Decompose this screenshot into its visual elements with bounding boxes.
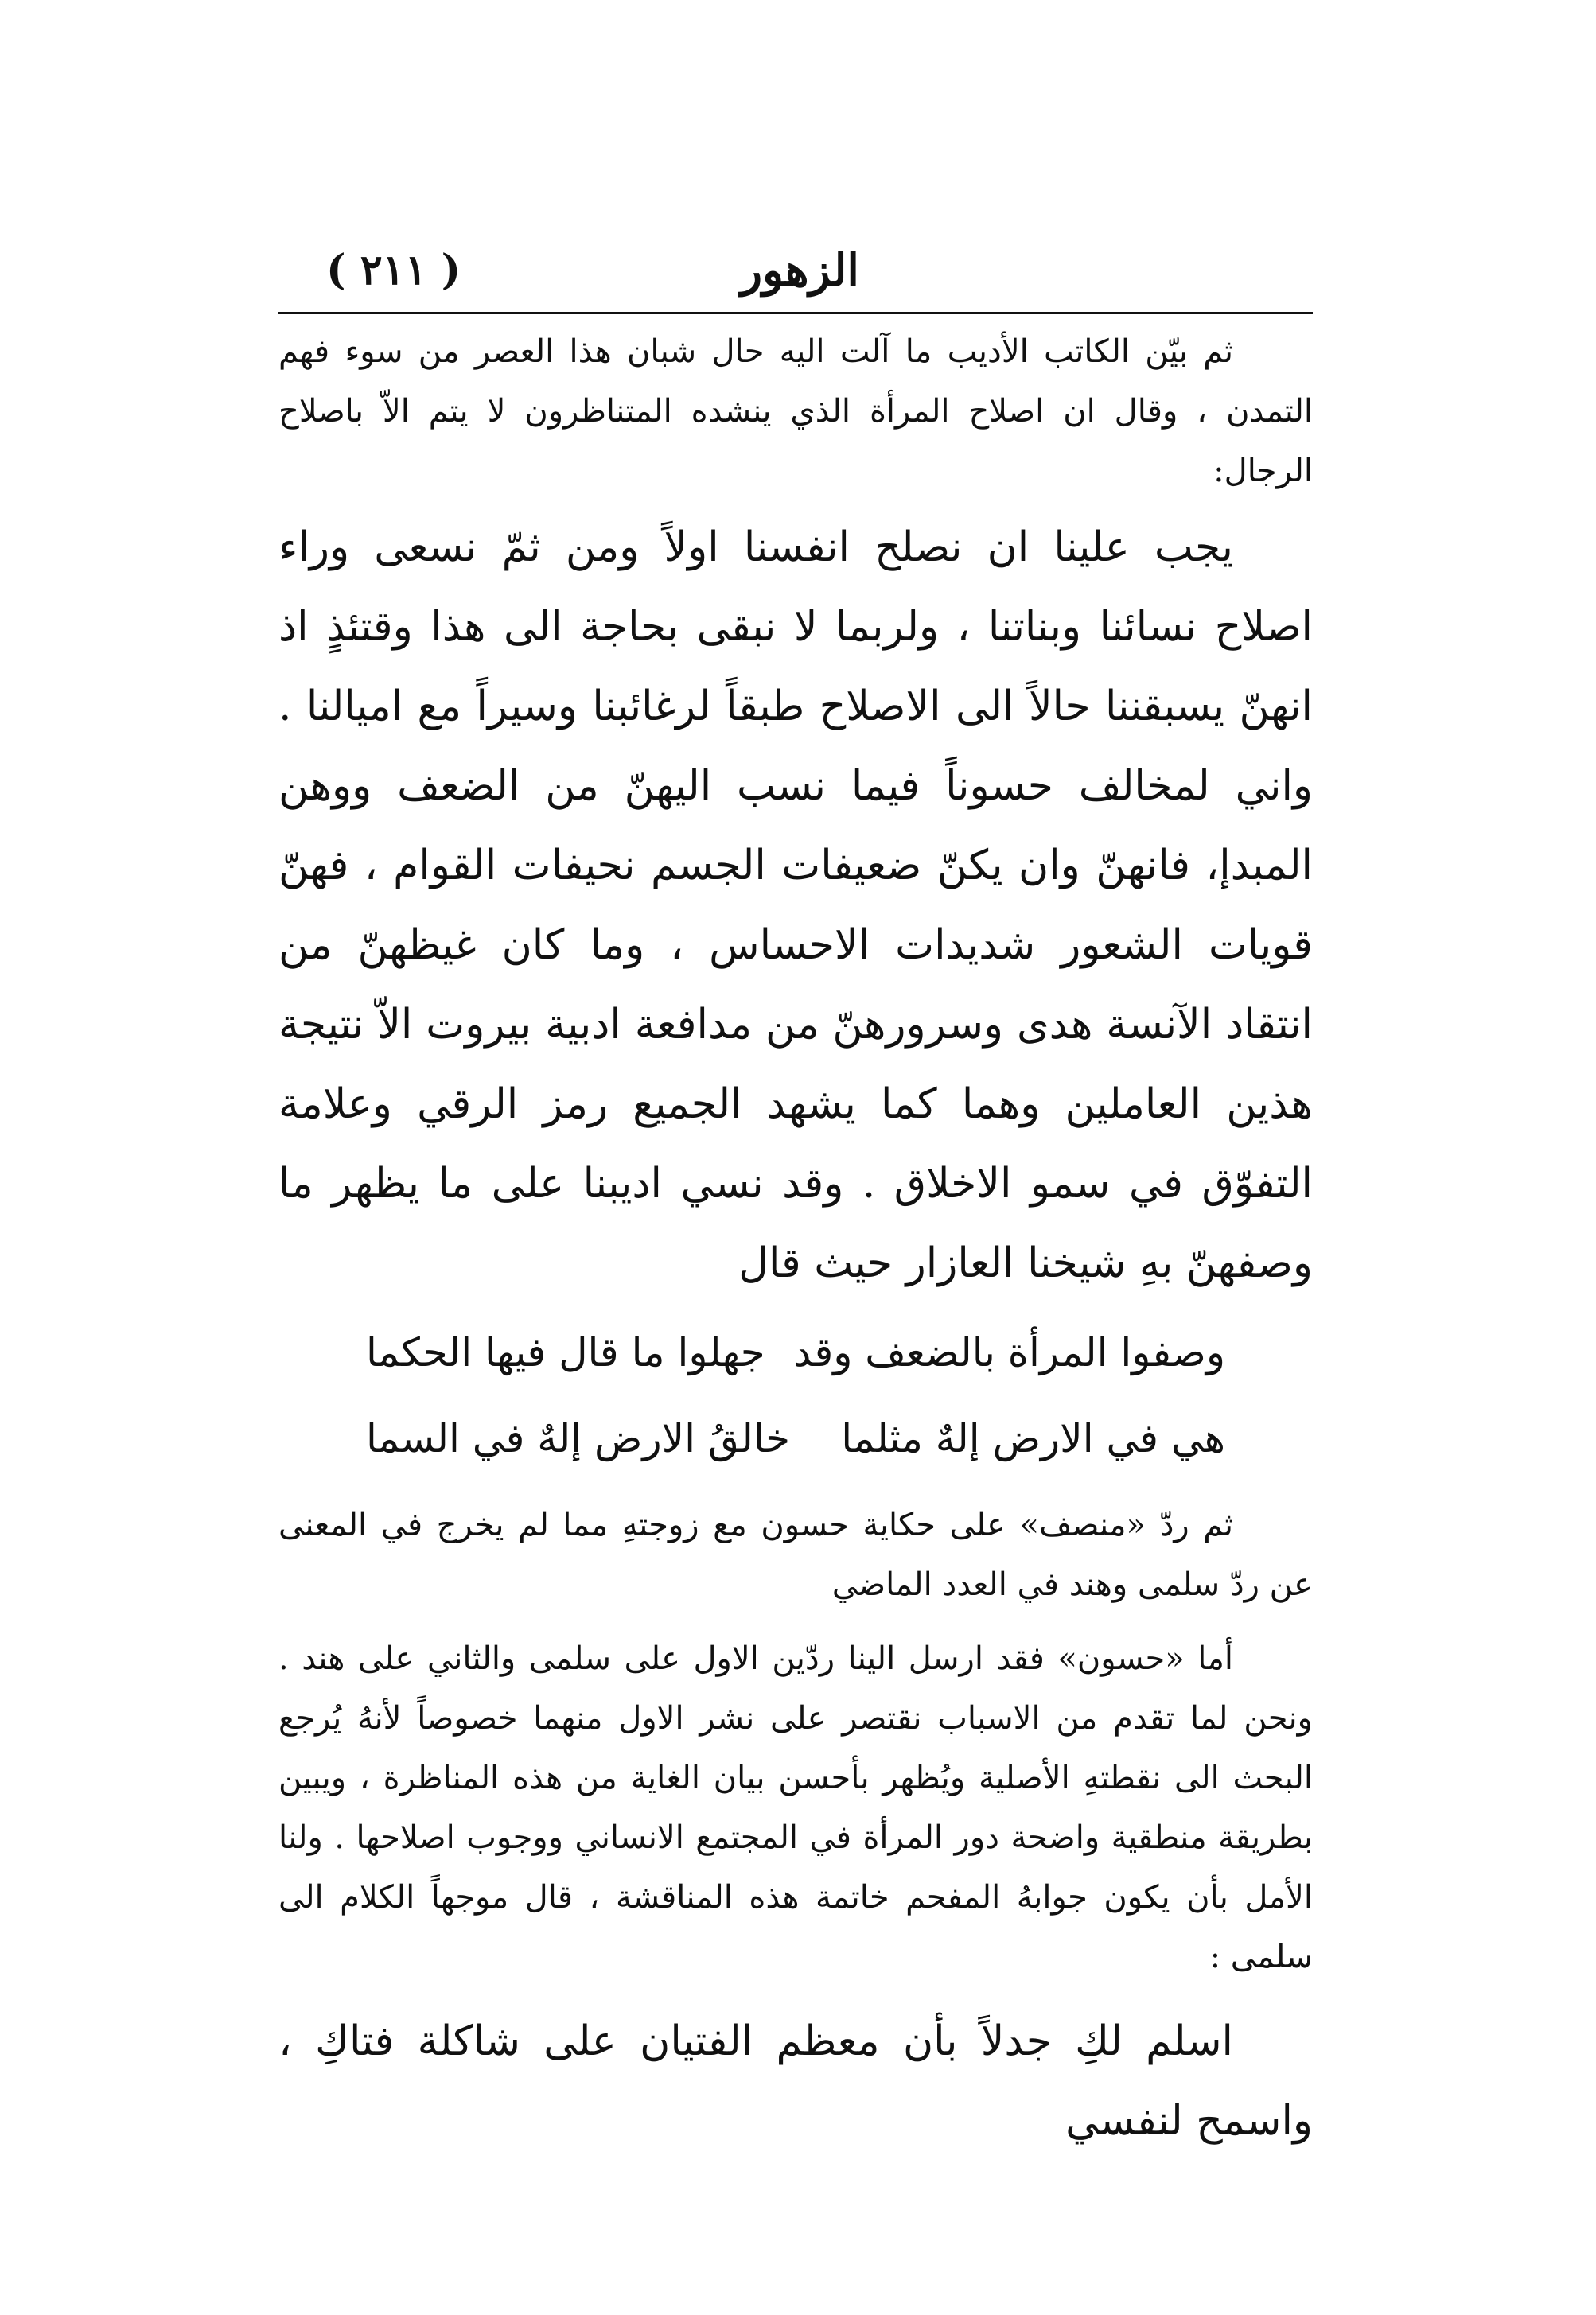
reply-paragraph: ثم ردّ «منصف» على حكاية حسون مع زوجتهِ مما لم يخرج في المعنى عن ردّ سلمى وهند في العدد الماضي	[278, 1507, 1313, 1603]
verse-first-hemistich: هي في الارض إلهٌ مثلما	[841, 1415, 1225, 1461]
header-rule	[278, 312, 1313, 314]
body-text	[278, 322, 1313, 2161]
final-line: اسلم لكِ جدلاً بأن معظم الفتيان على شاكلة فتاكِ ، واسمح لنفسي	[278, 2017, 1313, 2145]
page-header	[278, 239, 1313, 302]
poem-verse	[366, 1309, 1225, 1395]
verse-second-hemistich: خالقُ الارض إلهٌ في السما	[366, 1415, 791, 1461]
verse-second-hemistich: جهلوا ما قال فيها الحكما	[366, 1329, 765, 1375]
intro-paragraph: ثم بيّن الكاتب الأديب ما آلت اليه حال شبان هذا العصر من سوء فهم التمدن ، وقال ان اصلاح المرأة الذي ينشده المتناظرون لا يتم الاّ باصلاح الرجال:	[278, 333, 1313, 489]
page-number: ( ٢١١ )	[326, 246, 461, 294]
running-title: الزهور	[740, 244, 859, 297]
hassoun-paragraph: أما «حسون» فقد ارسل الينا ردّين الاول على سلمى والثاني على هند . ونحن لما تقدم من الاسباب نقتصر على نشر الاول منهما خصوصاً لأنهُ يُرجع البحث الى نقطتهِ الأصلية ويُظهر بأحسن بيان الغاية من هذه المناظرة ، ويبين بطريقة منطقية واضحة دور المرأة في المجتمع الانساني ووجوب اصلاحها . ولنا الأمل بأن يكون جوابهُ المفحم خاتمة هذه المناقشة ، قال موجهاً الكلام الى سلمى :	[278, 1640, 1313, 1975]
quoted-paragraph: يجب علينا ان نصلح انفسنا اولاً ومن ثمّ نسعى وراء اصلاح نسائنا وبناتنا ، ولربما لا نبقى بحاجة الى هذا وقتئذٍ اذ انهنّ يسبقننا حالاً الى الاصلاح طبقاً لرغائبنا وسيراً مع اميالنا . واني لمخالف حسوناً فيما نسب اليهنّ من الضعف ووهن المبدإ، فانهنّ وان يكنّ ضعيفات الجسم نحيفات القوام ، فهنّ قويات الشعور شديدات الاحساس ، وما كان غيظهنّ من انتقاد الآنسة هدى وسرورهنّ من مدافعة ادبية بيروت الاّ نتيجة هذين العاملين وهما كما يشهد الجميع رمز الرقي وعلامة التفوّق في سمو الاخلاق . وقد نسي اديبنا على ما يظهر ما وصفهنّ بهِ شيخنا العازار حيث قال	[278, 523, 1313, 1287]
poem	[278, 1309, 1313, 1481]
poem-verse	[366, 1395, 1225, 1481]
verse-first-hemistich: وصفوا المرأة بالضعف وقد	[793, 1329, 1225, 1375]
